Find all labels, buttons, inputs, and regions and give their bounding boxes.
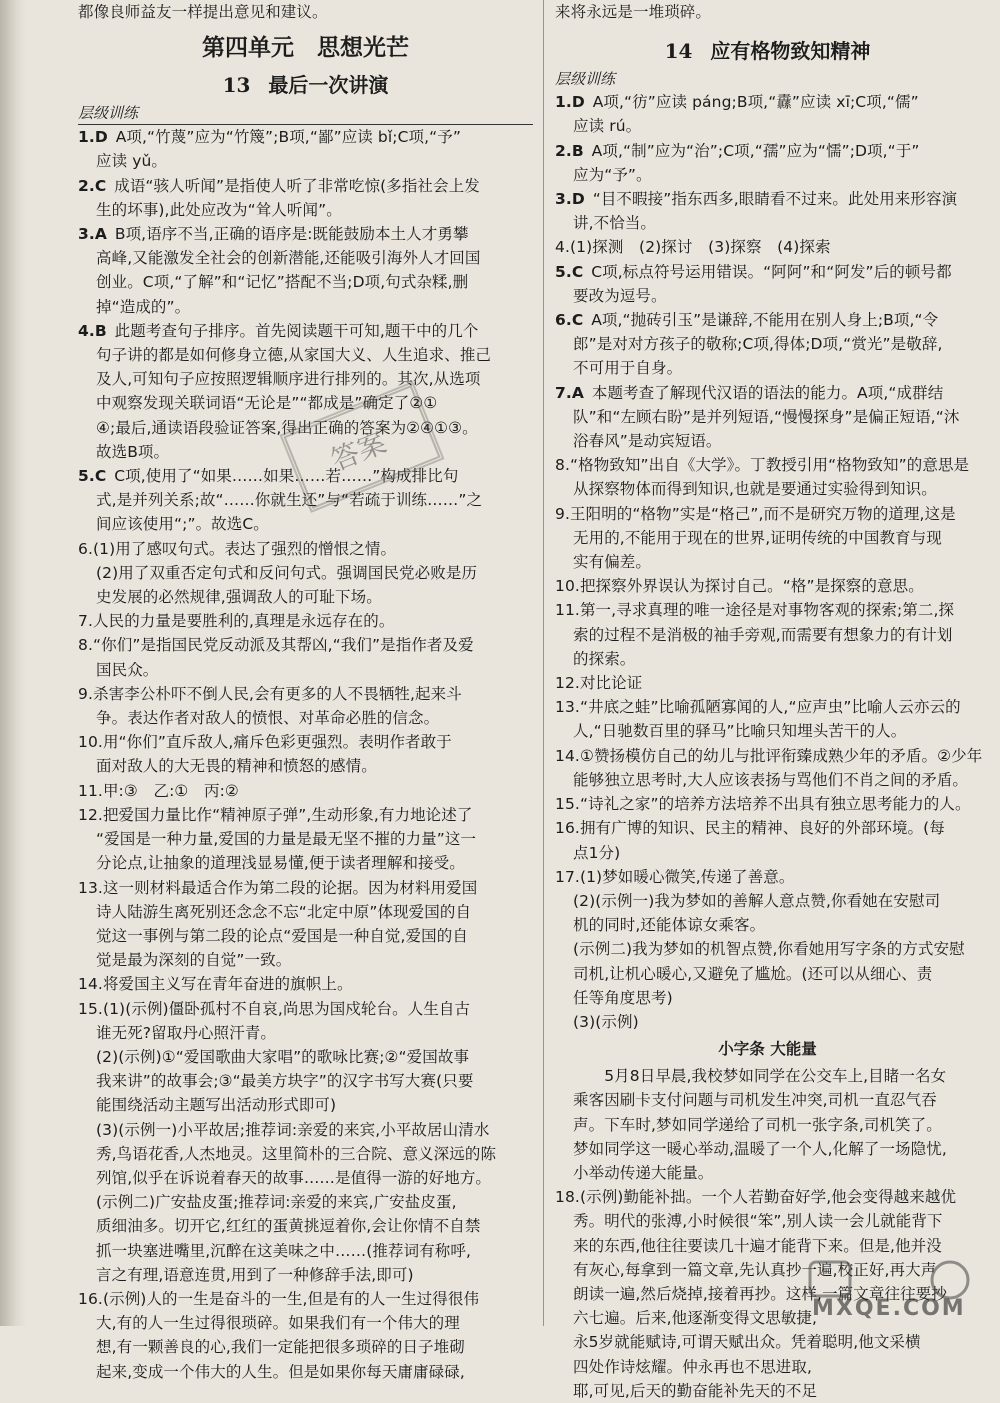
left-column [78, 0, 533, 1381]
answer-text: 国民众。 [96, 660, 159, 679]
answer-text: 要改为逗号。 [573, 286, 667, 305]
answer-text: 秀。明代的张溥,小时候很“笨”,别人读一会儿就能背下 [573, 1212, 943, 1231]
answer-text: A项,“彷”应读 páng;B项,“纛”应读 xī;C项,“儒” [592, 93, 919, 112]
answer-line [555, 962, 980, 986]
answer-line [78, 295, 533, 319]
answer-text: 12.对比论证 [555, 674, 643, 693]
answer-line [555, 816, 980, 840]
answer-line [78, 1190, 533, 1214]
answer-line [78, 198, 533, 222]
answer-line [555, 526, 980, 550]
answer-line [555, 744, 983, 768]
answer-line [555, 356, 980, 380]
section-label: 层级训练 [78, 102, 533, 125]
answer-text: (2)(示例一)我为梦如的善解人意点赞,你看她在安慰司 [573, 891, 941, 910]
column-divider [543, 0, 544, 1326]
answer-text: 5月8日早晨,我校梦如同学在公交车上,目睹一名女 [573, 1067, 947, 1086]
answer-line [555, 1355, 980, 1379]
answer-line [555, 284, 980, 308]
answer-line [78, 125, 533, 149]
answer-text: 有灰心,每拿到一篇文章,先认真抄一遍,校正好,再大声 [573, 1260, 937, 1279]
answer-number: 4.B [78, 321, 107, 340]
answer-text: 14.将爱国主义写在青年奋进的旗帜上。 [78, 975, 353, 994]
answer-number: 2.C [78, 176, 107, 195]
answer-text: 成语“骇人听闻”是指使人听了非常吃惊(多指社会上发 [114, 176, 480, 195]
answer-line [78, 561, 533, 585]
answer-text: 16.拥有广博的知识、民主的精神、良好的外部环境。(每 [555, 819, 945, 838]
answer-text: 列馆,似乎在诉说着春天的故事……是值得一游的好地方。 [96, 1168, 492, 1187]
answer-line [78, 1360, 533, 1384]
answer-text: 句子讲的都是如何修身立德,从家国大义、人生追求、推己 [96, 346, 492, 365]
answer-text: 争。表达作者对敌人的愤恨、对革命必胜的信念。 [96, 709, 440, 728]
answer-line [78, 222, 533, 246]
answer-line [555, 163, 980, 187]
essay-title: 小字条 大能量 [718, 1040, 817, 1059]
answer-text: 6.(1)用了感叹句式。表达了强烈的憎恨之情。 [78, 539, 397, 558]
answer-line [555, 550, 980, 574]
answer-text: 式,是并列关系;故“……你就生还”与“若疏于训练……”之 [96, 491, 483, 510]
answer-number: 3.A [78, 225, 107, 244]
answer-text: 11.第一,寻求真理的唯一途径是对事物客观的探索;第二,探 [555, 601, 955, 620]
answer-line [78, 997, 533, 1021]
answer-text: 无用的,不能用于现在的世界,证明传统的中国教育与现 [573, 528, 942, 547]
answer-text: 中观察发现关联词语“无论是”“都成是”确定了②① [96, 394, 438, 413]
answer-line [78, 1142, 533, 1166]
answer-text: (2)用了双重否定句式和反问句式。强调国民党必败是历 [96, 563, 478, 582]
answer-text: 10.用“你们”直斥敌人,痛斥色彩更强烈。表明作者敢于 [78, 733, 452, 752]
answer-line [78, 948, 533, 972]
answer-text: (2)(示例)①“爱国歌曲大家唱”的歌咏比赛;②“爱国故事 [96, 1047, 470, 1066]
answer-text: 大,有的人一生过得很琐碎。如果我们有一个伟大的理 [96, 1314, 460, 1333]
answer-text: 四处作诗炫耀。仲永再也不思进取, [573, 1357, 813, 1376]
answer-text: 8.“你们”是指国民党反动派及其帮凶,“我们”是指作者及爱 [78, 636, 474, 655]
answer-line [555, 1113, 980, 1137]
answer-text: 8.“格物致知”出自《大学》。丁教授引用“格物致知”的意思是 [555, 456, 970, 475]
answer-text: 质细油多。切开它,红红的蛋黄挑逗着你,会让你情不自禁 [96, 1217, 481, 1236]
lesson-14-heading [555, 34, 980, 68]
answer-text: 想,有一颗善良的心,我们一定能把很多琐碎的日子堆砌 [96, 1338, 465, 1357]
answer-text: 队”和“左顾右盼”是并列短语,“慢慢探身”是偏正短语,“沐 [573, 407, 960, 426]
answer-text: 及人,可知句子应按照逻辑顺序进行排列的。其次,从选项 [96, 370, 481, 389]
answer-line [555, 671, 980, 695]
answer-line [78, 1069, 533, 1093]
answer-text: 机的同时,还能体谅女乘客。 [573, 916, 766, 935]
answer-line [78, 609, 533, 633]
answer-line [555, 453, 980, 477]
answer-line [555, 865, 980, 889]
answer-text: 应读 rú。 [573, 117, 642, 136]
lesson-number: 13 [222, 73, 251, 98]
answer-text: 郎”是对对方孩子的敬称;C项,得体;D项,“赏光”是敬辞, [573, 335, 943, 354]
answer-line [555, 429, 980, 453]
answer-line [78, 1287, 533, 1311]
answer-line [78, 1118, 533, 1142]
answer-text: 朗读一遍,然后烧掉,接着再抄。这样,一篇文章往往要抄 [573, 1284, 947, 1303]
answer-line [555, 841, 980, 865]
answer-line [555, 1064, 980, 1088]
answer-line [78, 876, 533, 900]
answer-text: 应为“予”。 [573, 165, 652, 184]
answer-text: 浴春风”是动宾短语。 [573, 432, 722, 451]
answer-text: 觉这一事例与第二段的论点“爱国是一种自觉,爱国的自 [96, 926, 468, 945]
answer-text: 梦如同学这一暖心举动,温暖了一个人,化解了一场隐忧, [573, 1139, 947, 1158]
answer-line [555, 1185, 980, 1209]
answer-text: 来的东西,他往往要读几十遍才能背下来。但是,他并没 [573, 1236, 942, 1255]
answer-line [555, 187, 980, 211]
answer-line [555, 381, 980, 405]
answer-line [555, 695, 980, 719]
answer-text: 15.“诗礼之家”的培养方法培养不出具有独立思考能力的人。 [555, 795, 971, 814]
answer-text: 点1分) [573, 843, 621, 862]
answer-line [78, 682, 533, 706]
answer-line [78, 779, 533, 803]
answer-line [78, 585, 533, 609]
answer-line [78, 827, 533, 851]
answer-line [555, 1209, 980, 1233]
answer-text: “爱国是一种力量,爱国的力量是最无坚不摧的力量”这一 [96, 830, 477, 849]
answer-text: 间应该使用“;”。故选C。 [96, 515, 269, 534]
lesson-13-heading [78, 68, 533, 102]
answer-line [78, 270, 533, 294]
answer-line [78, 1335, 533, 1359]
answer-text: 掉“造成的”。 [96, 297, 191, 316]
answer-line [78, 1093, 533, 1117]
answer-text: (示例二)我为梦如的机智点赞,你看她用写字条的方式安慰 [573, 940, 965, 959]
answer-number: 2.B [555, 141, 584, 160]
answer-line [78, 1045, 533, 1069]
answer-line [555, 1137, 980, 1161]
answer-line [555, 986, 980, 1010]
answer-line [78, 1214, 533, 1238]
answer-number: 5.C [555, 262, 584, 281]
answer-text: 10.把探察外界误认为探讨自己。“格”是探察的意思。 [555, 577, 924, 596]
answer-list [555, 1064, 980, 1403]
answer-line [555, 1379, 980, 1403]
answer-text: 创业。C项,“了解”和“记忆”搭配不当;D项,句式杂糅,删 [96, 273, 469, 292]
answer-line [78, 754, 533, 778]
answer-text: C项,标点符号运用错误。“阿阿”和“阿发”后的顿号都 [591, 262, 952, 281]
right-column [555, 0, 983, 1400]
answer-line [555, 90, 980, 114]
answer-line [555, 260, 980, 284]
answer-text: 谁无死?留取丹心照汗青。 [96, 1023, 276, 1042]
answer-line [555, 477, 980, 501]
answer-line [78, 900, 533, 924]
answer-text: 言之有理,语意连贯,用到了一种修辞手法,即可) [96, 1265, 414, 1284]
answer-text: 史发展的必然规律,强调敌人的可耻下场。 [96, 588, 382, 607]
answer-line [78, 1166, 533, 1190]
answer-text: 秀,鸟语花香,人杰地灵。这里简朴的三合院、意义深远的陈 [96, 1144, 497, 1163]
answer-line [555, 647, 980, 671]
answer-line [78, 319, 533, 343]
answer-text: 14.①赞扬模仿自己的幼儿与批评衔臻成熟少年的矛盾。②少年 [555, 746, 983, 765]
answer-number: 1.D [78, 128, 108, 147]
unit-title: 第四单元 思想光芒 [202, 34, 409, 62]
answer-line [555, 768, 980, 792]
answer-line [555, 139, 980, 163]
answer-number: 1.D [555, 93, 585, 112]
answer-text: 不可用于自身。 [573, 359, 683, 378]
answer-list [78, 125, 533, 1384]
answer-number: 5.C [78, 467, 107, 486]
answer-list [555, 90, 983, 1034]
right-top-line: 来将永远是一堆琐碎。 [555, 3, 712, 21]
answer-text: 13.“井底之蛙”比喻孤陋寡闻的人,“应声虫”比喻人云亦云的 [555, 698, 961, 717]
answer-text: (3)(示例一)小平故居;推荐词:亲爱的来宾,小平故居山清水 [96, 1120, 490, 1139]
answer-line [78, 1021, 533, 1045]
answer-line [555, 719, 980, 743]
answer-line [78, 391, 533, 415]
answer-text: 11.甲:③ 乙:① 丙:② [78, 781, 239, 800]
answer-text: 乘客因刷卡支付问题与司机发生冲突,司机一直忍气吞 [573, 1091, 937, 1110]
answer-text: 能围绕活动主题写出活动形式即可) [96, 1096, 337, 1115]
book-spine-shadow [0, 0, 26, 1326]
answer-line [555, 574, 980, 598]
answer-line [555, 1234, 980, 1258]
answer-line [555, 114, 980, 138]
answer-line [555, 889, 980, 913]
answer-text: 应读 yǔ。 [96, 152, 168, 171]
answer-text: 15.(1)(示例)僵卧孤村不自哀,尚思为国戍轮台。人生自古 [78, 999, 471, 1018]
answer-line [78, 730, 533, 754]
answer-text: 13.这一则材料最适合作为第二段的论据。因为材料用爱国 [78, 878, 478, 897]
answer-line [78, 924, 533, 948]
lesson-title: 应有格物致知精神 [710, 39, 871, 64]
answer-text: 16.(示例)人的一生是奋斗的一生,但是有的人一生过得很伟 [78, 1289, 480, 1308]
answer-line [78, 537, 533, 561]
answer-line [555, 1010, 980, 1034]
left-top-line: 都像良师益友一样提出意见和建议。 [78, 3, 328, 21]
answer-text: 永5岁就能赋诗,可谓天赋出众。凭着聪明,他文采横 [573, 1333, 921, 1352]
answer-text: 生的坏事),此处应改为“耸人听闻”。 [96, 200, 342, 219]
answer-line [555, 332, 980, 356]
answer-line [555, 598, 980, 622]
answer-text: 分论点,让抽象的道理浅显易懂,便于读者理解和接受。 [96, 854, 465, 873]
answer-text: 从探察物体而得到知识,也就是要通过实验得到知识。 [573, 480, 937, 499]
answer-text: 索的过程不是消极的袖手旁观,而需要有想象力的有计划 [573, 625, 953, 644]
answer-text: (3)(示例) [573, 1012, 639, 1031]
answer-text: C项,使用了“如果……如果……若……”构成排比句 [114, 467, 459, 486]
answer-text: 小举动传递大能量。 [573, 1163, 714, 1182]
answer-text: 觉是最为深刻的自觉”一致。 [96, 951, 292, 970]
answer-line [555, 1330, 980, 1354]
answer-line [555, 937, 980, 961]
answer-number: 7.A [555, 383, 584, 402]
answer-line [555, 502, 980, 526]
answer-text: 高峰,又能激发全社会的创新潜能,还能吸引海外人才回国 [96, 249, 481, 268]
answer-text: 实有偏差。 [573, 553, 652, 572]
answer-text: 讲,不恰当。 [573, 214, 657, 233]
answer-line [78, 633, 533, 657]
answer-text: 17.(1)梦如暖心微笑,传递了善意。 [555, 867, 795, 886]
lesson-number: 14 [664, 39, 693, 64]
answer-line [555, 1088, 980, 1112]
answer-text: 12.把爱国力量比作“精神原子弹”,生动形象,有力地论述了 [78, 805, 473, 824]
answer-text: 任等角度思考) [573, 988, 673, 1007]
answer-line [78, 972, 533, 996]
answer-text: 7.人民的力量是要胜利的,真理是永远存在的。 [78, 612, 395, 631]
answer-text: “目不暇接”指东西多,眼睛看不过来。此处用来形容演 [592, 190, 958, 209]
stamp-watermark-text: 答案 [326, 425, 391, 478]
answer-line [78, 246, 533, 270]
answer-line [78, 1263, 533, 1287]
answer-line [78, 343, 533, 367]
answer-line [555, 308, 980, 332]
answer-text: 面对敌人的大无畏的精神和愤怒的感情。 [96, 757, 377, 776]
answer-line [78, 149, 533, 173]
answer-text: 的探索。 [573, 649, 636, 668]
answer-line [555, 913, 980, 937]
section-label: 层级训练 [555, 70, 616, 89]
answer-text: 故选B项。 [96, 442, 170, 461]
answer-text: ④;最后,通读语段验证答案,得出正确的答案为②④①③。 [96, 418, 478, 437]
answer-text: A项,“制”应为“治”;C项,“孺”应为“懦”;D项,“于” [591, 141, 920, 160]
answer-line [78, 658, 533, 682]
answer-text: 我来讲”的故事会;③“最美方块字”的汉字书写大赛(只要 [96, 1072, 474, 1091]
answer-text: 本题考查了解现代汉语的语法的能力。A项,“成群结 [591, 383, 944, 402]
answer-text: 司机,让机心暖心,又避免了尴尬。(还可以从细心、责 [573, 964, 933, 983]
answer-text: 耶,可见,后天的勤奋能补先天的不足 [573, 1381, 818, 1400]
answer-text: B项,语序不当,正确的语序是:既能鼓励本土人才勇攀 [114, 225, 469, 244]
answer-text: A项,“抛砖引玉”是谦辞,不能用在别人身上;B项,“令 [591, 311, 939, 330]
answer-line [555, 1161, 980, 1185]
answer-text: 9.杀害李公朴吓不倒人民,会有更多的人不畏牺牲,起来斗 [78, 684, 462, 703]
answer-line [78, 706, 533, 730]
answer-text: 抓一块塞进嘴里,沉醉在这美味之中……(推荐词有称呼, [96, 1241, 472, 1260]
logo-watermark: MXQE.COM [812, 1296, 966, 1321]
answer-text: 18.(示例)勤能补拙。一个人若勤奋好学,他会变得越来越优 [555, 1188, 957, 1207]
answer-line [555, 792, 980, 816]
answer-text: 4.(1)探测 (2)探讨 (3)探察 (4)探索 [555, 238, 831, 257]
answer-text: 声。下车时,梦如同学递给了司机一张字条,司机笑了。 [573, 1115, 942, 1134]
answer-text: A项,“竹蔑”应为“竹篾”;B项,“鄙”应读 bǐ;C项,“予” [115, 128, 462, 147]
answer-text: 六七遍。后来,他逐渐变得文思敏捷, [573, 1309, 818, 1328]
answer-text: 9.王阳明的“格物”实是“格己”,而不是研究万物的道理,这是 [555, 504, 956, 523]
answer-line [78, 367, 533, 391]
lesson-title: 最后一次讲演 [268, 73, 389, 98]
answer-number: 6.C [555, 311, 584, 330]
answer-line [78, 803, 533, 827]
answer-line [555, 405, 980, 429]
answer-text: 此题考查句子排序。首先阅读题干可知,题干中的几个 [114, 321, 479, 340]
answer-line [78, 512, 533, 536]
answer-number: 3.D [555, 190, 585, 209]
answer-text: 能够独立思考时,大人应该表扬与骂他们不肖之间的矛盾。 [573, 770, 969, 789]
answer-text: 起来,变成一个伟大的人生。但是如果你每天庸庸碌碌, [96, 1362, 465, 1381]
answer-line [78, 851, 533, 875]
answer-line [78, 1239, 533, 1263]
answer-line [78, 1311, 533, 1335]
answer-line [78, 174, 533, 198]
answer-text: (示例二)广安盐皮蛋;推荐词:亲爱的来宾,广安盐皮蛋, [96, 1193, 457, 1212]
answer-line [555, 623, 980, 647]
answer-line [555, 235, 980, 259]
answer-text: 人,“日驰数百里的驿马”比喻只知埋头苦干的人。 [573, 722, 907, 741]
answer-text: 诗人陆游生离死别还念念不忘“北定中原”体现爱国的自 [96, 902, 472, 921]
answer-line [555, 211, 980, 235]
